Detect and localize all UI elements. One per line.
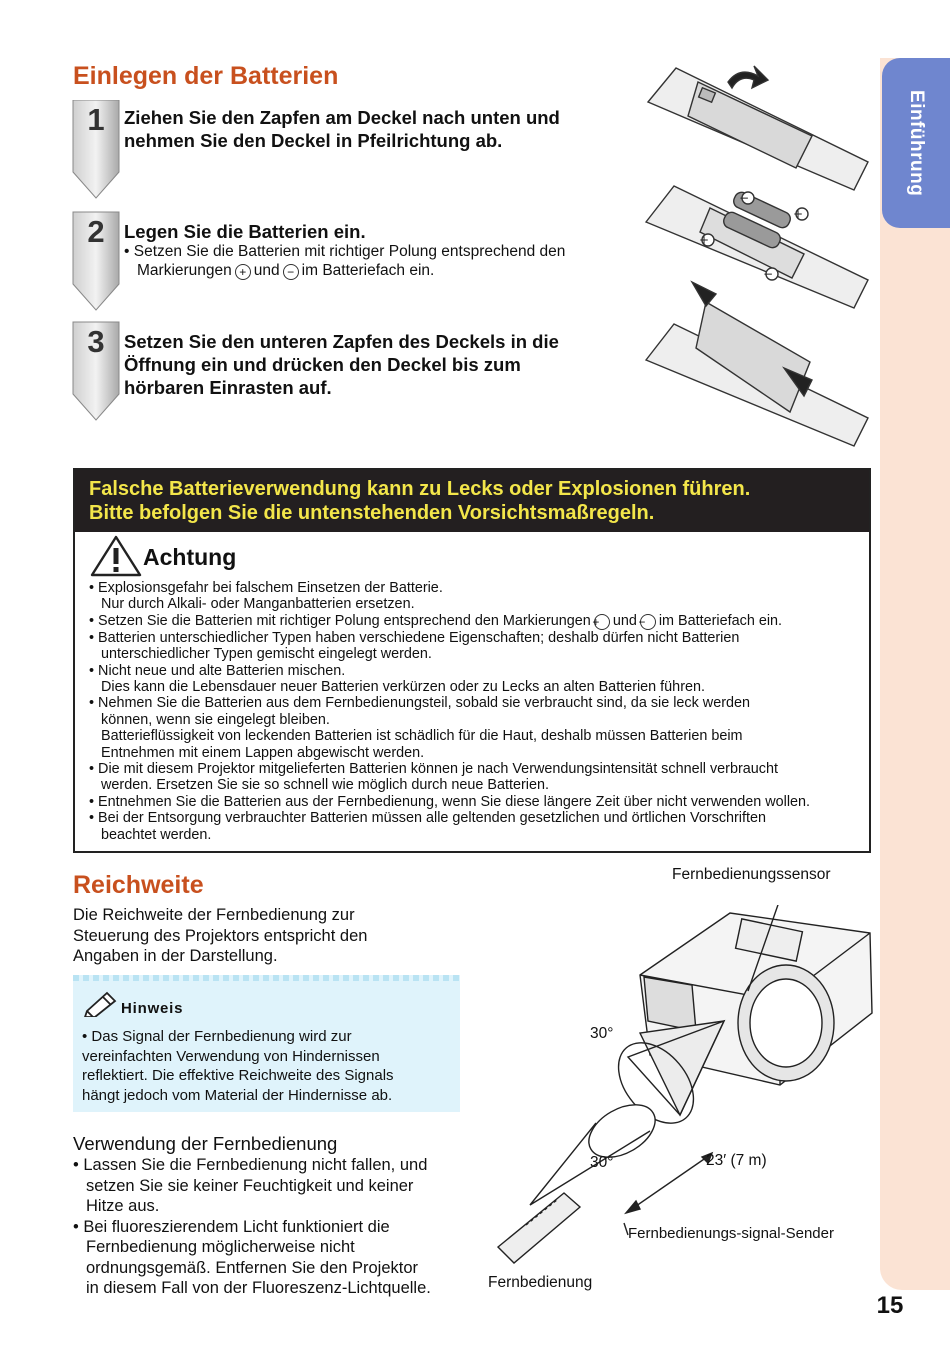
list-item: • Batterien unterschiedlicher Typen haben verschiedene Eigenschaften; deshalb dürfen nicht Batterien unterschiedlicher Typen gemischt eingelegt werden. bbox=[89, 629, 740, 663]
list-item: • Bei der Entsorgung verbrauchter Batterien müssen alle geltenden gesetzlichen und örtlichen Vorschriften beachtet werden. bbox=[89, 810, 767, 843]
list-item: • Nehmen Sie die Batterien aus dem Fernbedienungsteil, sobald sie verbraucht sind, da sie leck werden können, wenn sie eingelegt bleiben. Batterieflüssigkeit von leckenden Batterien ist schädlich für die Haut, deshalb müssen Batterien beim Entnehmen mit einem Lappen abgewischt werden. bbox=[89, 695, 750, 761]
step-bars-graphic bbox=[72, 100, 122, 430]
achtung-title: Achtung bbox=[143, 544, 237, 570]
page-number: 15 bbox=[876, 1292, 904, 1319]
step-2-sub: • Setzen Sie die Batterien mit richtiger Polung entsprechend den Markierungen + und − im Batteriefach ein. bbox=[124, 243, 566, 279]
list-item: • Setzen Sie die Batterien mit richtiger Polung entsprechend den Markierungen+ und− im Batteriefach ein. bbox=[89, 612, 783, 629]
hinweis-box bbox=[73, 975, 460, 1112]
list-item: • Explosionsgefahr bei falschem Einsetzen der Batterie. Nur durch Alkali- oder Manganbatterien ersetzen. bbox=[89, 580, 443, 613]
plus-symbol: + bbox=[594, 614, 610, 630]
list-item: • Bei fluoreszierendem Licht funktioniert die Fernbedienung möglicherweise nicht ordnungsgemäß. Entfernen Sie den Projektor in diesem Fall von der Fluoreszenz-Lichtquelle. bbox=[73, 1217, 431, 1297]
step-1-number: 1 bbox=[87, 102, 105, 137]
chapter-tab-label: Einführung bbox=[906, 89, 927, 197]
angle-top-label: 30° bbox=[590, 1025, 614, 1042]
battery-warning-box bbox=[73, 468, 871, 853]
minus-symbol: − bbox=[640, 614, 656, 630]
step-3-text: Setzen Sie den unteren Zapfen des Deckels in die Öffnung ein und drücken den Deckel bis zum hörbaren Einrasten auf. bbox=[124, 331, 559, 398]
chapter-tab[interactable] bbox=[882, 58, 950, 228]
batteries-title: Einlegen der Batterien bbox=[73, 62, 339, 90]
step-3-number: 3 bbox=[87, 324, 105, 359]
usage-title: Verwendung der Fernbedienung bbox=[73, 1133, 338, 1154]
distance-label: 23′ (7 m) bbox=[706, 1152, 767, 1169]
plus-symbol: + bbox=[235, 264, 251, 280]
svg-text:−: − bbox=[762, 267, 774, 281]
minus-symbol: − bbox=[283, 264, 299, 280]
svg-text:−: − bbox=[738, 191, 750, 205]
step-2-text: Legen Sie die Batterien ein. bbox=[124, 221, 366, 242]
step-2-number: 2 bbox=[87, 214, 105, 249]
hinweis-text: • Das Signal der Fernbedienung wird zur vereinfachten Verwendung von Hindernissen reflektiert. Die effektive Reichweite des Signals hängt jedoch vom Material der Hindernisse ab. bbox=[82, 1028, 394, 1104]
warning-headline: Falsche Batterieverwendung kann zu Lecks oder Explosionen führen. Bitte befolgen Sie die untenstehenden Vorsichtsmaßregeln. bbox=[75, 470, 869, 532]
range-intro: Die Reichweite der Fernbedienung zur Steuerung des Projektors entspricht den Angaben in der Darstellung. bbox=[73, 906, 368, 965]
pencil-icon bbox=[83, 989, 119, 1017]
sensor-label: Fernbedienungssensor bbox=[672, 866, 831, 883]
remote-label: Fernbedienung bbox=[488, 1274, 593, 1291]
battery-insertion-illustration bbox=[636, 62, 876, 462]
warning-triangle-icon bbox=[89, 534, 143, 578]
angle-bottom-label: 30° bbox=[590, 1154, 614, 1171]
svg-text:+: + bbox=[792, 207, 804, 221]
list-item: • Entnehmen Sie die Batterien aus der Fernbedienung, wenn Sie diese längere Zeit über nicht verwenden wollen. bbox=[89, 793, 811, 810]
list-item: • Nicht neue und alte Batterien mischen. Dies kann die Lebensdauer neuer Batterien verkürzen oder zu Lecks an alten Batterien führen. bbox=[89, 662, 705, 696]
emitter-label: Fernbedienungs-signal-Sender bbox=[628, 1225, 834, 1242]
remote-control bbox=[498, 1193, 580, 1263]
hinweis-title: Hinweis bbox=[121, 1000, 184, 1017]
svg-text:+: + bbox=[698, 233, 710, 247]
list-item: • Die mit diesem Projektor mitgelieferten Batterien können je nach Verwendungsintensität schnell verbraucht werden. Ersetzen Sie sie so schnell wie möglich durch neue Batterien. bbox=[89, 761, 778, 794]
list-item: • Lassen Sie die Fernbedienung nicht fallen, und setzen Sie sie keiner Feuchtigkeit und keiner Hitze aus. bbox=[73, 1156, 428, 1215]
range-title: Reichweite bbox=[73, 871, 204, 899]
step-1-text: Ziehen Sie den Zapfen am Deckel nach unten und nehmen Sie den Deckel in Pfeilrichtung ab. bbox=[124, 107, 560, 151]
side-strip bbox=[880, 58, 950, 1290]
warning-list bbox=[89, 580, 864, 843]
usage-list bbox=[73, 1155, 473, 1299]
